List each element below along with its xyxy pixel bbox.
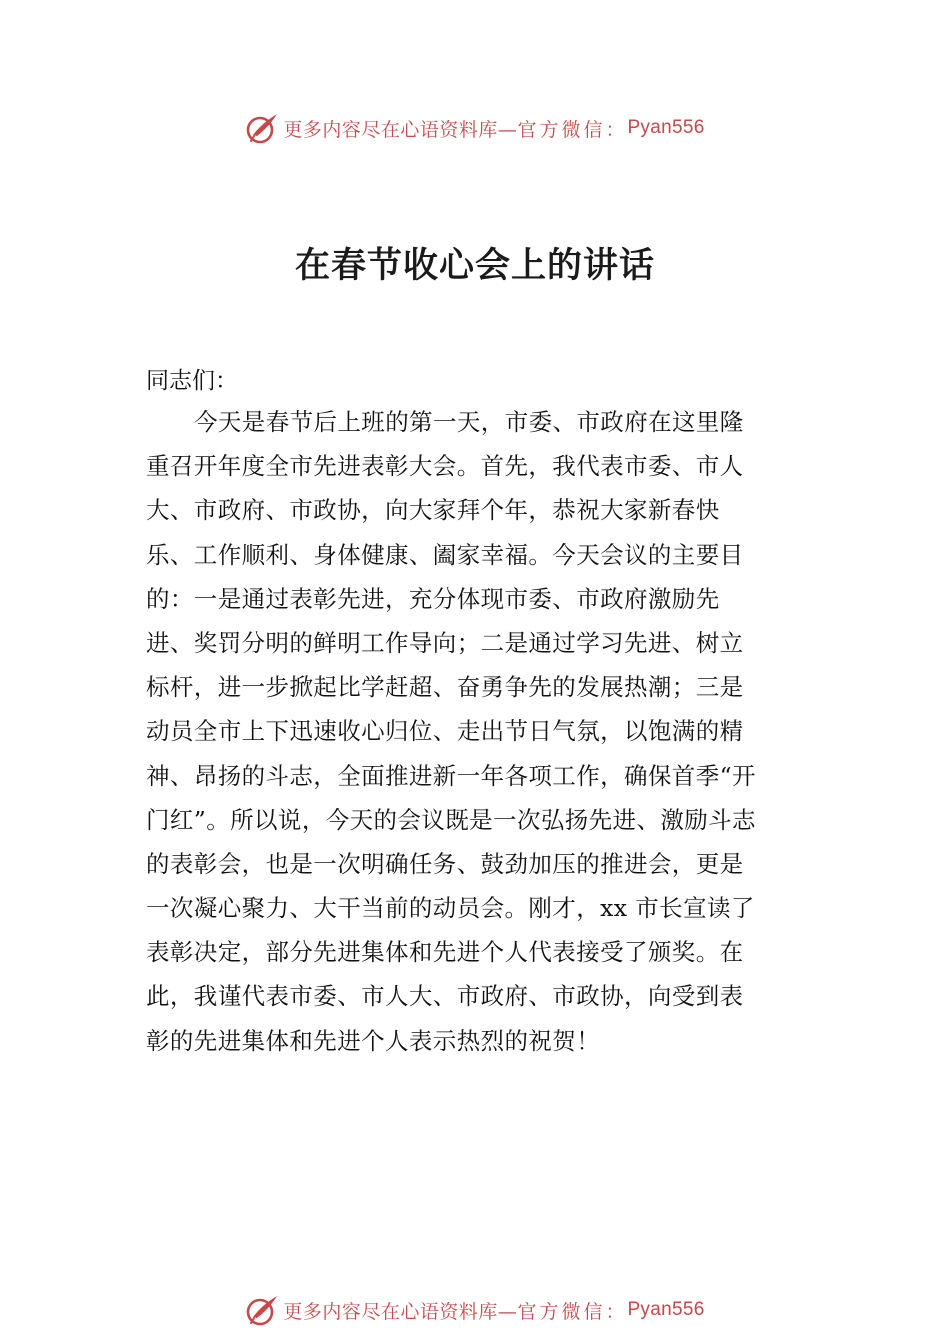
body-line: 进、奖罚分明的鲜明工作导向；二是通过学习先进、树立 [146,628,744,657]
banner-wechat-label: 官方微信： [517,1300,628,1323]
banner-account-id: Pyan556 [627,117,705,138]
body-line: 的：一是通过表彰先进，充分体现市委、市政府激励先 [146,584,720,613]
banner-account-id: Pyan556 [627,1299,705,1320]
body-line: 彰的先进集体和先进个人表示热烈的祝贺！ [146,1026,601,1055]
speech-body [146,400,806,1063]
body-line: 动员全市上下迅速收心归位、走出节日气氛，以饱满的精 [146,717,744,746]
banner-wechat-label: 官方微信： [517,118,628,141]
body-line: 重召开年度全市先进表彰大会。首先，我代表市委、市人 [146,452,744,481]
header-watermark-banner [0,106,950,150]
body-line: 今天是春节后上班的第一天，市委、市政府在这里隆 [194,408,744,436]
quill-pen-logo-icon [245,111,279,145]
document-title: 在春节收心会上的讲话 [294,245,655,286]
quill-pen-logo-icon [245,1293,279,1327]
body-line: 的表彰会，也是一次明确任务、鼓劲加压的推进会，更是 [146,849,744,878]
banner-text: 更多内容尽在心语资料库— [283,1300,518,1323]
body-line: 神、昂扬的斗志，全面推进新一年各项工作，确保首季“开 [146,761,756,790]
body-line: 一次凝心聚力、大干当前的动员会。刚才，xx 市长宣读了 [146,894,755,923]
body-line: 此，我谨代表市委、市人大、市政府、市政协，向受到表 [146,982,744,1011]
body-line: 大、市政府、市政协，向大家拜个年，恭祝大家新春快 [146,496,720,525]
salutation: 同志们： [146,368,238,394]
body-line: 门红”。所以说，今天的会议既是一次弘扬先进、激励斗志 [146,805,756,834]
body-line: 乐、工作顺利、身体健康、阖家幸福。今天会议的主要目 [146,540,744,569]
body-line: 标杆，进一步掀起比学赶超、奋勇争先的发展热潮；三是 [146,673,744,702]
banner-text: 更多内容尽在心语资料库— [283,118,518,141]
body-line: 表彰决定，部分先进集体和先进个人代表接受了颁奖。在 [146,938,744,967]
footer-watermark-banner [0,1288,950,1332]
